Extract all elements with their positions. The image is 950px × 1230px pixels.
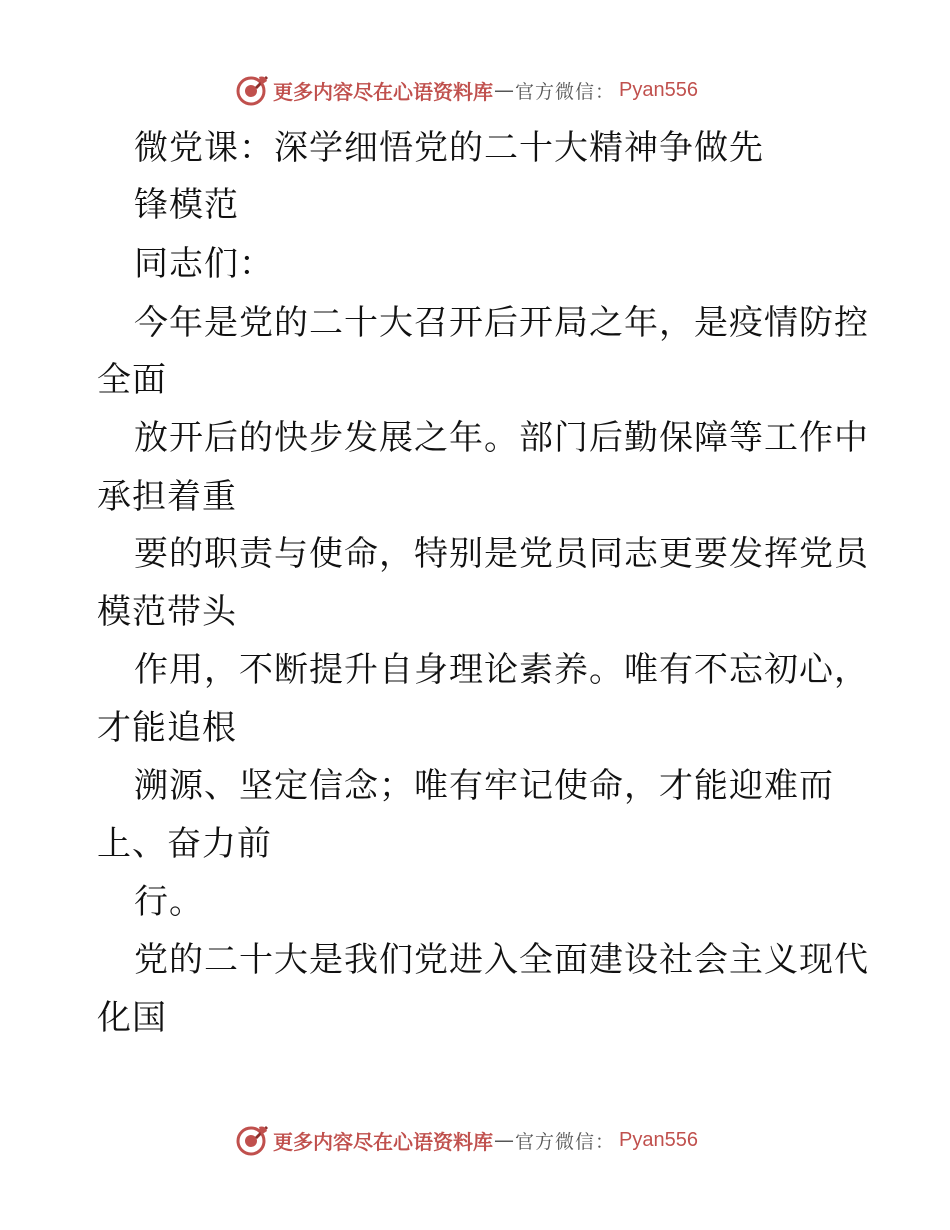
doc-text-line: 今年是党的二十大召开后开局之年，是疫情防控 xyxy=(134,303,869,343)
doc-text-line: 上、奋力前 xyxy=(97,824,272,864)
quill-pen-logo-icon xyxy=(235,1123,269,1157)
doc-title-line-1: 微党课：深学细悟党的二十大精神争做先 xyxy=(134,128,764,168)
banner-separator: — xyxy=(494,1128,514,1152)
doc-text-line: 承担着重 xyxy=(97,477,237,517)
doc-text-line: 作用，不断提升自身理论素养。唯有不忘初心， xyxy=(134,650,869,690)
doc-text-line: 溯源、坚定信念；唯有牢记使命，才能迎难而 xyxy=(134,766,834,806)
doc-text-line: 放开后的快步发展之年。部门后勤保障等工作中 xyxy=(134,418,869,458)
quill-pen-logo-icon xyxy=(235,73,269,107)
doc-text-line: 全面 xyxy=(97,360,167,400)
banner-wechat-id: Pyan556 xyxy=(619,78,698,101)
banner-brand-text: 更多内容尽在心语资料库 xyxy=(273,79,493,104)
banner-wechat-label: 官方微信： xyxy=(515,1130,616,1153)
doc-text-line: 化国 xyxy=(97,998,167,1038)
doc-text-line: 党的二十大是我们党进入全面建设社会主义现代 xyxy=(134,940,869,980)
banner-wechat-id: Pyan556 xyxy=(619,1128,698,1151)
banner-brand-text: 更多内容尽在心语资料库 xyxy=(273,1129,493,1154)
banner-wechat-label: 官方微信： xyxy=(515,80,616,103)
doc-title-line-2: 锋模范 xyxy=(134,185,239,225)
doc-text-line: 模范带头 xyxy=(97,592,237,632)
doc-text-line: 要的职责与使命，特别是党员同志更要发挥党员 xyxy=(134,534,869,574)
doc-text-line: 行。 xyxy=(134,882,204,922)
header-banner xyxy=(235,72,698,108)
footer-banner xyxy=(235,1122,698,1158)
doc-text-line: 才能追根 xyxy=(97,708,237,748)
doc-salutation: 同志们： xyxy=(134,244,274,284)
banner-separator: — xyxy=(494,78,514,102)
